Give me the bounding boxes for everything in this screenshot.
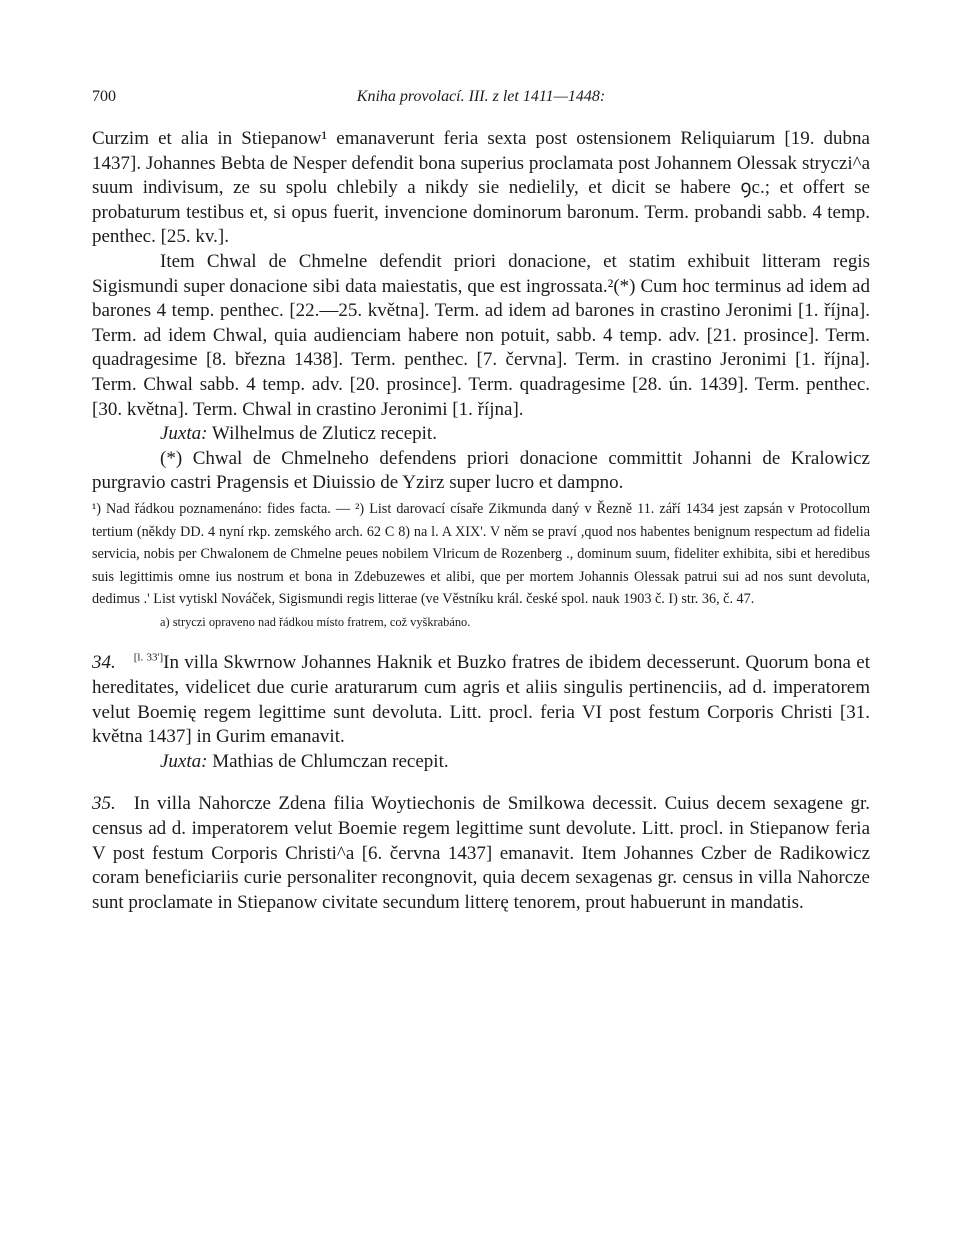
juxta-line-mathias bbox=[92, 750, 870, 775]
page-header bbox=[92, 88, 870, 112]
entry-34 bbox=[92, 651, 870, 749]
running-title: Kniha provolací. III. z let 1411—1448: bbox=[356, 88, 606, 105]
footnote-1-2: ¹) Nad řádkou poznamenáno: fides facta. — ²) List darovací císaře Zikmunda daný v Řezně 11. září 1434 jest zapsán v Protocollum tertium (někdy DD. 4 nyní rkp. zemského arch. 62 C 8) na l. A XIX'. V něm se praví ,quod nos habentes benignum respectum ad fidelia servicia, nobis per Chwalonem de Chmelne peues nobilem Vlricum de Rozenberg ., dominum suum, fideliter exhibita, sibi et heredibus suis legittimis omne ius nostrum et bona in Zdebuzewes et alibi, que per mortem Johannis Olessak patrui sui ad nos sunt devoluta, dedimus .' List vytiskl Nováček, Sigismundi regis litterae (ve Věstníku král. české spol. nauk 1903 č. I) str. 36, č. 47. bbox=[92, 500, 870, 608]
entry-number: 35. bbox=[92, 793, 116, 815]
entry-number: 34. bbox=[92, 652, 116, 674]
juxta-line-wilhelmus bbox=[92, 422, 870, 447]
main-text bbox=[92, 127, 870, 915]
entry-35 bbox=[92, 792, 870, 915]
paragraph-chwal: Item Chwal de Chmelne defendit priori donacione, et statim exhibuit litteram regis Sigismundi super donacione sibi data maiestatis, que est ingrossata.²(*) Cum hoc terminus ad idem ad barones 4 temp. penthec. [22.—25. května]. Term. ad idem ad barones in crastino Jeronimi [1. října]. Term. ad idem Chwal, quia audienciam habere non potuit, sabb. 4 temp. adv. [21. prosince]. Term. quadragesime [8. března 1438]. Term. penthec. [7. června]. Term. in crastino Jeronimi [1. října]. Term. Chwal sabb. 4 temp. adv. [20. prosince]. Term. quadragesime [28. ún. 1439]. Term. penthec. [30. května]. Term. Chwal in crastino Jeronimi [1. října]. bbox=[92, 250, 870, 420]
page-number: 700 bbox=[92, 88, 116, 105]
juxta-text: Mathias de Chlumczan recepit. bbox=[212, 750, 449, 772]
juxta-label: Juxta: bbox=[160, 423, 208, 445]
juxta-label: Juxta: bbox=[160, 750, 208, 772]
paragraph-asterisk-note: (*) Chwal de Chmelneho defendens priori donacione committit Johanni de Kralowicz purgravio castri Pragensis et Diuissio de Yzirz super lucro et dampno. bbox=[92, 447, 870, 494]
footnote-a: a) stryczi opraveno nad řádkou místo fratrem, což vyškrabáno. bbox=[160, 614, 471, 629]
paragraph-curzim: Curzim et alia in Stiepanow¹ emanaverunt feria sexta post ostensionem Reliquiarum [19. dubna 1437]. Johannes Bebta de Nesper defendit bona superius proclamata post Johannem Olessak stryczi^a suum indivisum, ze su spolu chlebily a nikdy sie nedielily, et dicit se habere ꝯc.; et offert se probaturum testibus et, si opus fuerit, invencione dominorum baronum. Term. probandi sabb. 4 temp. penthec. [25. kv.]. bbox=[92, 128, 870, 248]
entry-text: In villa Skwrnow Johannes Haknik et Buzko fratres de ibidem decesserunt. Quorum bona et hereditates, videlicet due curie araturarum cum agris et aliis singulis pertinenciis, ad d. imperatorem velut Boemię regem legittime sunt devoluta. Litt. procl. feria VI post festum Corporis Christi [31. května 1437] in Gurim emanavit. bbox=[92, 652, 870, 748]
juxta-text: Wilhelmus de Zluticz recepit. bbox=[211, 423, 437, 445]
folio-marker: [l. 33'] bbox=[133, 652, 164, 665]
entry-text: In villa Nahorcze Zdena filia Woytiechonis de Smilkowa decessit. Cuius decem sexagene gr. census ad d. imperatorem velut Boemie regem legittime sunt devolute. Litt. procl. in Stiepanow feria V post festum Corporis Christi^a [6. června 1437] emanavit. Item Johannes Czber de Radikowicz coram beneficiariis curie personaliter recongnovit, quia decem sexagenas gr. census in villa Nahorcze sunt proclamate in Stiepanow civitate secundum litterę tenorem, prout habuerunt in mandatis. bbox=[92, 793, 870, 913]
